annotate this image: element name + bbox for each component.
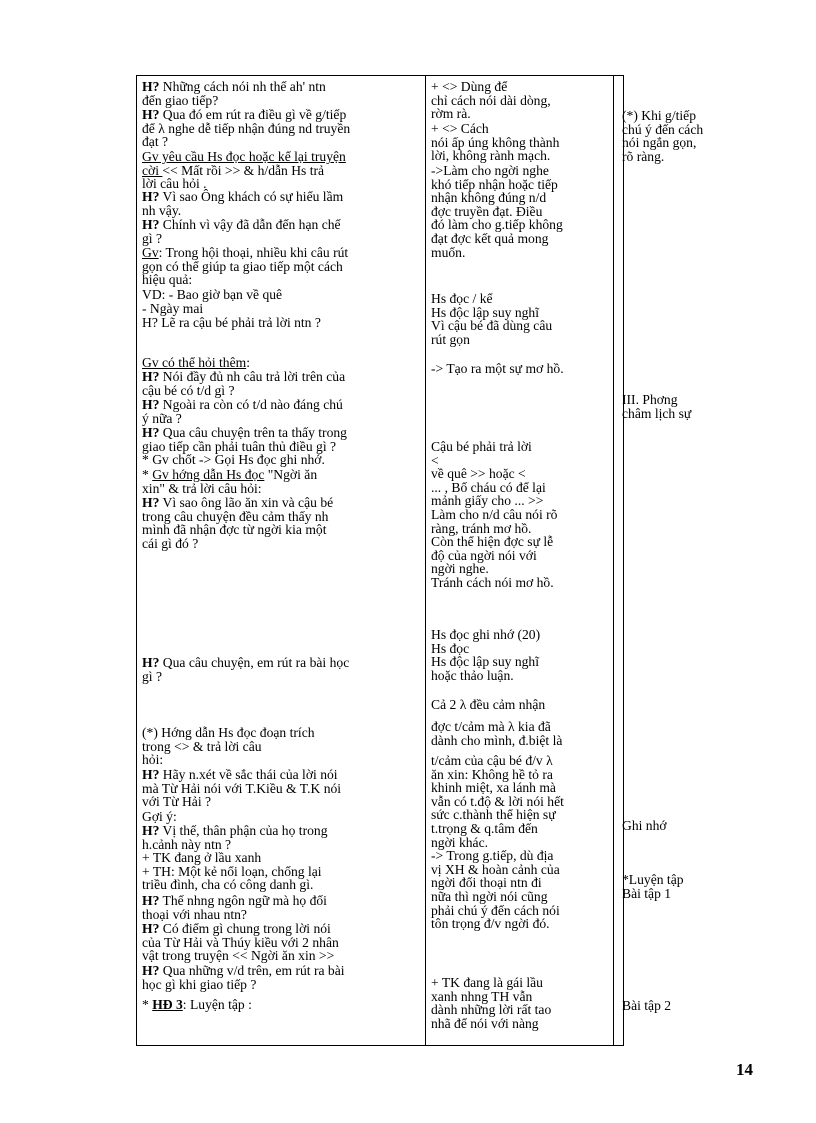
col1-paragraph: H? Qua câu chuyện, em rút ra bài học gì ? <box>142 655 350 684</box>
teacher-activity-column <box>142 78 424 1045</box>
col1-paragraph: Gv có thể hỏi thêm: <box>142 355 250 370</box>
col1-paragraph: H? Lẽ ra cậu bé phải trả lời ntn ? <box>142 315 321 330</box>
column-divider <box>613 76 614 1045</box>
col2-paragraph: ->Làm cho ngời nghe khó tiếp nhận hoặc tiếp nhận không đúng n/d đợc truyền đạt. Điều đó làm cho g.tiếp không đạt đợc kết quả mong muốn. <box>431 163 563 260</box>
col1-paragraph: H? Vì sao Ông khách có sự hiểu lầm nh vậy. <box>142 189 344 218</box>
col1-paragraph: * Gv hớng dẫn Hs đọc "Ngời ăn xin" & trả lời câu hỏi: <box>142 467 318 496</box>
lesson-content-column <box>622 93 756 1053</box>
col3-paragraph: Ghi nhớ <box>622 818 667 833</box>
col2-paragraph: Hs đọc ghi nhớ (20) Hs đọc Hs độc lập suy nghĩ hoặc thảo luận. <box>431 627 541 683</box>
col1-paragraph: Gv: Trong hội thoại, nhiều khi câu rút gọn có thể giúp ta giao tiếp một cách hiệu quả: <box>142 245 349 288</box>
col1-paragraph: H? Qua những v/d trên, em rút ra bài học gì khi giao tiếp ? <box>142 963 345 992</box>
col1-paragraph: H? Có điểm gì chung trong lời nói của Từ Hải và Thúy kiều với 2 nhân vật trong truyện << Ngời ăn xin >> <box>142 921 339 964</box>
col1-paragraph: H? Vì sao ông lão ăn xin và cậu bé trong câu chuyện đều cảm thấy nh mình đã nhận đợc từ ngời kia một cái gì đó ? <box>142 495 334 551</box>
col2-paragraph: -> Tạo ra một sự mơ hồ. <box>431 361 564 376</box>
col1-paragraph: H? Qua đó em rút ra điều gì về g/tiếp để λ nghe dễ tiếp nhận đúng nd truyền đạt ? <box>142 107 351 150</box>
col1-paragraph: (*) Hớng dẫn Hs đọc đoạn trích trong <> & trả lời câu hỏi: <box>142 725 315 768</box>
col2-paragraph: Cả 2 λ đều cảm nhận <box>431 697 546 712</box>
col3-paragraph: Bài tập 2 <box>622 998 672 1013</box>
col1-paragraph: H? Ngoài ra còn có t/d nào đáng chú ý nữa ? <box>142 397 343 426</box>
col1-paragraph: H? Thế nhng ngôn ngữ mà họ đối thoại với nhau ntn? <box>142 893 327 922</box>
col3-paragraph: III. Phơng châm lịch sự <box>622 392 692 421</box>
col2-paragraph: t/cảm của cậu bé đ/v λ ăn xin: Không hề tỏ ra khinh miệt, xa lánh mà vẫn có t.độ & lời nói hết sức c.thành thể hiện sự t.trọng & q.tâm đến ngời khác. -> Trong g.tiếp, dù địa vị XH & hoàn cảnh của ngời đối thoại ntn đi nữa thì ngời nói cũng phải chú ý đến cách nói tôn trọng đ/v ngời đó. <box>431 753 564 932</box>
col1-paragraph: H? Hãy n.xét về sắc thái của lời nói mà Từ Hải nói với T.Kiều & T.K nói với Từ Hải ? <box>142 767 342 810</box>
col3-paragraph: *Luyện tập Bài tập 1 <box>622 872 684 901</box>
page-number: 14 <box>736 1060 753 1079</box>
col3-paragraph: (*) Khi g/tiếp chú ý đến cách nói ngắn gọn, rõ ràng. <box>622 108 704 164</box>
col1-paragraph: * HĐ 3: Luyện tập : <box>142 997 252 1012</box>
col1-paragraph: Gv yêu cầu Hs đọc hoặc kể lại truyện cời << Mất rồi >> & h/dẫn Hs trả lời câu hỏi . <box>142 149 346 192</box>
lesson-table <box>136 75 624 1046</box>
col2-paragraph: Cậu bé phải trả lời < về quê >> hoặc < ... , Bố cháu có để lại mảnh giấy cho ... >> Làm cho n/d câu nói rõ ràng, tránh mơ hồ. Còn thể hiện đợc sự lễ độ của ngời nói với ngời nghe. Tránh cách nói mơ hồ. <box>431 439 558 590</box>
student-activity-column <box>431 78 609 1045</box>
col2-paragraph: + <> Dùng để chỉ cách nói dài dòng, rờm rà. <box>431 79 551 122</box>
col1-paragraph: H? Những cách nói nh thế ah' ntn đến giao tiếp? <box>142 79 326 108</box>
col2-paragraph: + <> Cách nói ấp úng không thành lời, không rành mạch. <box>431 121 560 164</box>
col1-paragraph: VD: - Bao giờ bạn về quê - Ngày mai <box>142 287 283 316</box>
col1-paragraph: H? Nói đầy đủ nh câu trả lời trên của cậu bé có t/d gì ? <box>142 369 346 398</box>
col1-paragraph: H? Vị thế, thân phận của họ trong h.cảnh này ntn ? + TK đang ở lầu xanh + TH: Một kẻ nổi loạn, chống lại triều đình, cha có công danh gì. <box>142 823 328 893</box>
col1-paragraph: Gợi ý: <box>142 809 177 824</box>
col2-paragraph: + TK đang là gái lầu xanh nhng TH vẫn dành những lời rất tao nhã để nói với nàng <box>431 975 552 1031</box>
col1-paragraph: H? Qua câu chuyện trên ta thấy trong giao tiếp cần phải tuân thủ điều gì ? * Gv chốt -> Gọi Hs đọc ghi nhớ. <box>142 425 347 468</box>
column-divider <box>425 76 426 1045</box>
col1-paragraph: H? Chính vì vậy đã dẫn đến hạn chế gì ? <box>142 217 341 246</box>
col2-paragraph: Hs đọc / kể Hs độc lập suy nghĩ Vì cậu bé đã dùng câu rút gọn <box>431 291 553 347</box>
col2-paragraph: đợc t/cảm mà λ kia đã dành cho mình, đ.biệt là <box>431 719 563 748</box>
